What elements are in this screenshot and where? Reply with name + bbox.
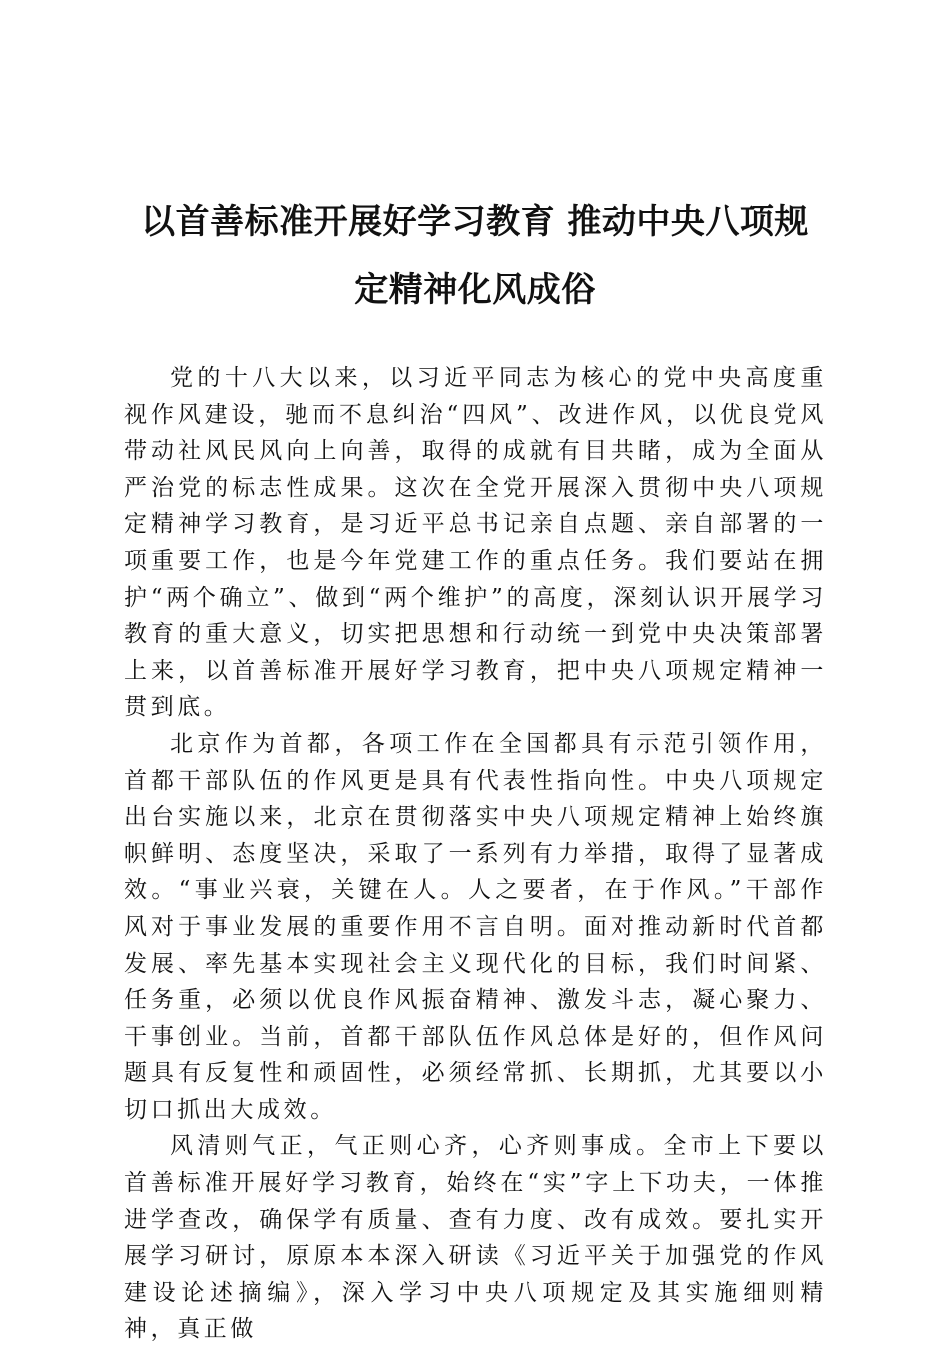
title-line-2: 定精神化风成俗 [354,270,596,310]
paragraph-3: 风清则气正，气正则心齐，心齐则事成。全市上下要以首善标准开展好学习教育，始终在“实”字上下功夫，一体推进学查改，确保学有质量、查有力度、改有成效。要扎实开展学习研讨，原原本本深入研读《习近平关于加强党的作风建设论述摘编》，深入学习中央八项规定及其实施细则精神，真正做 [124,1133,827,1343]
paragraph-2: 北京作为首都，各项工作在全国都具有示范引领作用，首都干部队伍的作风更是具有代表性指向性。中央八项规定出台实施以来，北京在贯彻落实中央八项规定精神上始终旗帜鲜明、态度坚决，采取了一系列有力举措，取得了显著成效。“事业兴衰，关键在人。人之要者，在于作风。”干部作风对于事业发展的重要作用不言自明。面对推动新时代首都发展、率先基本实现社会主义现代化的目标，我们时间紧、任务重，必须以优良作风振奋精神、激发斗志，凝心聚力、干事创业。当前，首都干部队伍作风总体是好的，但作风问题具有反复性和顽固性，必须经常抓、长期抓，尤其要以小切口抓出大成效。 [124,730,827,1123]
paragraph-1: 党的十八大以来，以习近平同志为核心的党中央高度重视作风建设，驰而不息纠治“四风”、改进作风，以优良党风带动社风民风向上向善，取得的成就有目共睹，成为全面从严治党的标志性成果。这次在全党开展深入贯彻中央八项规定精神学习教育，是习近平总书记亲自点题、亲自部署的一项重要工作，也是今年党建工作的重点任务。我们要站在拥护“两个确立”、做到“两个维护”的高度，深刻认识开展学习教育的重大意义，切实把思想和行动统一到党中央决策部署上来，以首善标准开展好学习教育，把中央八项规定精神一贯到底。 [124,365,827,721]
document-body [124,360,827,1348]
document-title [100,188,850,324]
title-line-1: 以首善标准开展好学习教育 推动中央八项规 [141,202,809,242]
